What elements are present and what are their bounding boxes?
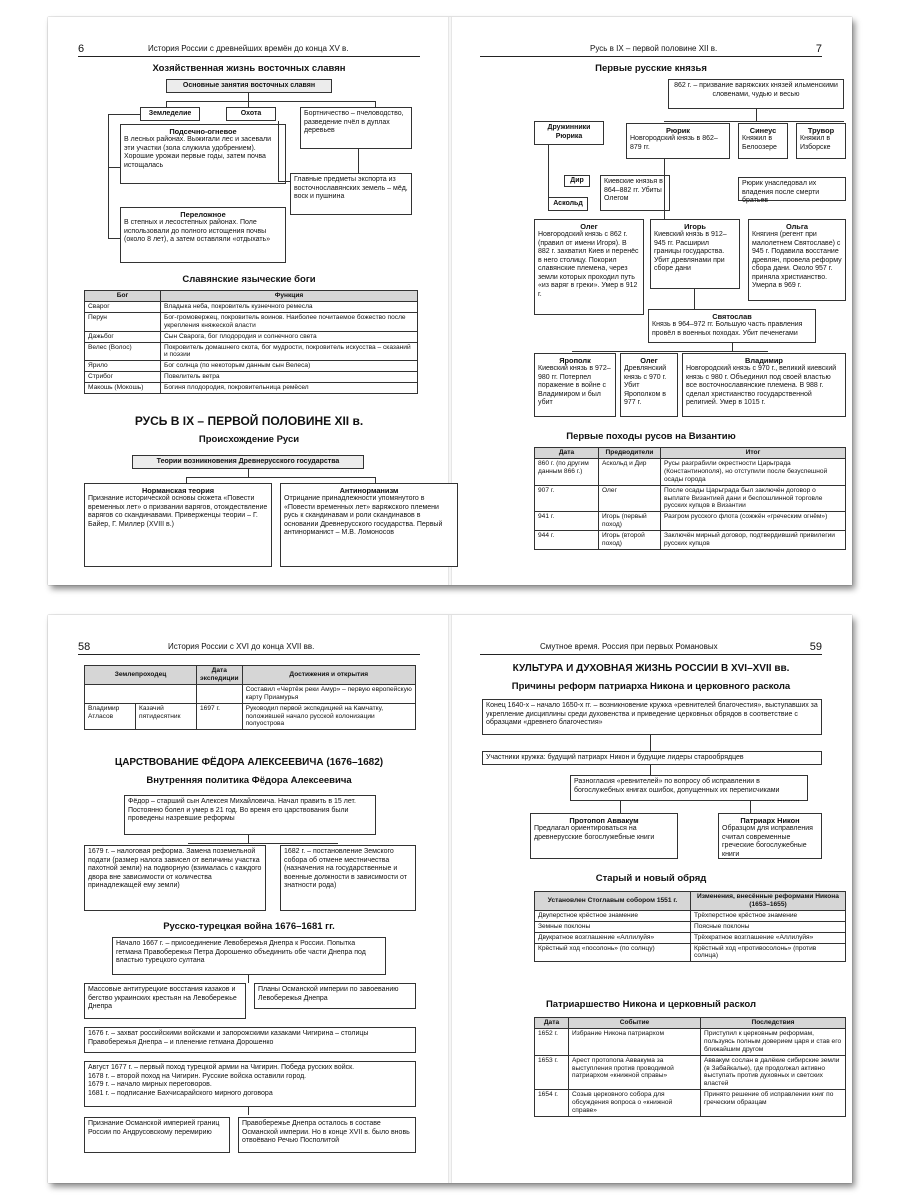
disagreement-box: Разногласия «ревнителей» по вопросу об исправлении в богослужебных книгах ошибок, допущенных их переписчиками: [570, 775, 808, 801]
book-spread-2: [48, 615, 852, 1183]
cell: Двукратное возглашение «Аллилуйя»: [535, 932, 691, 943]
oleg-drevlyan-title: Олег: [640, 356, 658, 365]
ottoman-plans-box: Планы Османской империи по завоеванию Левобережья Днепра: [254, 983, 416, 1009]
table-row: [85, 684, 416, 703]
fedor-box: Фёдор – старший сын Алексея Михайловича. Начал править в 15 лет. Постоянно болел и умер в 21 год. Во время его царствования были проведены назревшие реформы: [124, 795, 376, 835]
god-name: Дажьбог: [85, 331, 161, 342]
byz-header-leaders: Предводители: [599, 448, 661, 459]
god-name: Ярило: [85, 361, 161, 372]
table-row: [535, 512, 846, 531]
norman-theory-box: [84, 483, 272, 567]
table-row: [85, 383, 418, 394]
yaropolk-text: Киевский князь в 972–980 гг. Потерпел поражение в войне с Владимиром и был убит: [538, 365, 611, 407]
beekeeping-box: Бортничество – пчеловодство, разведение пчёл в дуплах деревьев: [300, 107, 412, 149]
sineus-text: Княжил в Белоозере: [742, 135, 777, 151]
table-row: [85, 703, 416, 730]
table-row: [535, 932, 846, 943]
rite-header-new: Изменения, внесённые реформами Никона (1653–1655): [691, 892, 846, 911]
cell: Составил «Чертёж реки Амур» – первую европейскую карту Приамурья: [242, 684, 415, 703]
rite-table: [534, 891, 846, 962]
god-function: Сын Сварога, бог плодородия и солнечного света: [161, 331, 418, 342]
campaigns-box: Август 1677 г. – первый поход турецкой армии на Чигирин. Победа русских войск. 1678 г. – второй поход на Чигирин. Русские войска оставили город. 1679 г. – начало мирных переговоров. 1681 г. – подписание Бахчисарайского мирного договора: [84, 1061, 416, 1107]
vladimir-box: [682, 353, 846, 417]
cell: Созыв церковного собора для обсуждения вопроса о «книжной справе»: [569, 1090, 701, 1117]
rurik-text: Новгородский князь в 862–879 гг.: [630, 135, 718, 151]
oleg-text: Новгородский князь с 862 г. (правил от имени Игоря). В 882 г. захватил Киев и перенёс в него столицу. Покорил славянские племена, через земли которых проходил путь «из варяг в греки». Умер в 912 г.: [538, 231, 639, 298]
cell: Избрание Никона патриархом: [569, 1028, 701, 1055]
table-row: [535, 458, 846, 485]
page-header: [78, 639, 420, 655]
section-title: РУСЬ В IX – ПЕРВОЙ ПОЛОВИНЕ XII в.: [134, 414, 364, 428]
norman-title: Норманская теория: [141, 486, 215, 495]
uprisings-box: Массовые антитурецкие восстания казаков и бегство украинских крестьян на Левобережье Днепра: [84, 983, 246, 1019]
nikon-title: Патриарх Никон: [740, 816, 800, 825]
oleg-drevlyan-text: Древлянский князь с 970 г. Убит Ярополком в 977 г.: [624, 365, 667, 407]
hunting-box: Охота: [226, 107, 276, 121]
vladimir-text: Новгородский князь с 970 г., великий киевский князь с 980 г. Объединил под своей властью все восточнославянские племена. В 988 г. сделал христианство государственной религией. Умер в 1015 г.: [686, 365, 837, 407]
running-head: Русь в IX – первой половине XII в.: [590, 44, 718, 53]
god-function: Бог солнца (по некоторым данным сын Велеса): [161, 361, 418, 372]
retinue-box: Дружинники Рюрика: [534, 121, 604, 145]
god-function: Богиня плодородия, покровительница ремёсел: [161, 383, 418, 394]
god-function: Покровитель домашнего скота, бог мудрости, покровитель искусства – сказаний и поэзии: [161, 342, 418, 361]
princes-title: Первые русские князья: [595, 63, 707, 74]
yaropolk-title: Ярополк: [559, 356, 591, 365]
gods-header-function: Функция: [161, 291, 418, 302]
cell: Заключён мирный договор, подтвердивший привилегии русских купцов: [661, 531, 846, 550]
members-box: Участники кружка: будущий патриарх Никон и будущие лидеры старообрядцев: [482, 751, 822, 765]
reasons-title: Причины реформ патриарха Никона и церковного раскола: [511, 681, 791, 692]
expl-header-explorer: Землепроходец: [85, 666, 197, 685]
slash-burn-text: В лесных районах. Выжигали лес и засевали эти участки (зола служила удобрением). Хорошие урожаи первые годы, затем почва истощалась: [124, 136, 271, 169]
olga-text: Княгиня (регент при малолетнем Святославе) с 945 г. Подавила восстание древлян, провела реформу сбора дани. Около 957 г. приняла христианство. Умерла в 969 г.: [752, 231, 842, 290]
mestnichestvo-box: 1682 г. – постановление Земского собора об отмене местничества (назначения на государственные и военные должности в зависимости от знатности рода): [280, 845, 416, 911]
page-number: 7: [815, 43, 822, 55]
econ-title: Хозяйственная жизнь восточных славян: [152, 63, 346, 74]
cell: Игорь (первый поход): [599, 512, 661, 531]
book-spread-1: [48, 17, 852, 585]
god-name: Сварог: [85, 301, 161, 312]
svyatoslav-box: [648, 309, 816, 343]
running-head: История России с древнейших времён до конца XV в.: [148, 44, 349, 53]
cell: Трёхперстное крёстное знамение: [691, 910, 846, 921]
cell: Олег: [599, 485, 661, 512]
table-row: [535, 943, 846, 962]
chigirin-box: 1676 г. – захват российскими войсками и запорожскими казаками Чигирина – столицы Правобережья Днепра – и пленение гетмана Дорошенко: [84, 1027, 416, 1053]
reign-title: ЦАРСТВОВАНИЕ ФЁДОРА АЛЕКСЕЕВИЧА (1676–1682): [114, 757, 384, 768]
page-header: [480, 639, 822, 655]
igor-title: Игорь: [684, 222, 706, 231]
cell: Руководил первой экспедицией на Камчатку, положившей начало русской колонизации полуострова: [242, 703, 415, 730]
expl-header-date: Дата экспедиции: [197, 666, 243, 685]
cell: Земные поклоны: [535, 921, 691, 932]
olga-title: Ольга: [785, 222, 809, 231]
cell: 1697 г.: [197, 703, 243, 730]
god-name: Перун: [85, 312, 161, 331]
kiev-princes-box: Киевские князья в 864–882 гг. Убиты Олегом: [600, 175, 670, 211]
table-row: [535, 910, 846, 921]
byz-header-result: Итог: [661, 448, 846, 459]
cell: Аскольд и Дир: [599, 458, 661, 485]
slash-burn-title: Подсечно-огневое: [169, 127, 237, 136]
schism-title: Патриаршество Никона и церковный раскол: [545, 999, 757, 1010]
schism-table: [534, 1017, 846, 1117]
fallow-box: [120, 207, 286, 263]
explorers-table: [84, 665, 416, 730]
gods-title: Славянские языческие боги: [182, 274, 316, 285]
table-row: [535, 1090, 846, 1117]
call-of-varangians-box: 862 г. – призвание варяжских князей ильменскими словенами, чудью и весью: [668, 79, 844, 109]
table-row: [85, 361, 418, 372]
table-row: [535, 1055, 846, 1090]
cell: Крёстный ход «противосолонь» (против солнца): [691, 943, 846, 962]
expl-header-achievements: Достижения и открытия: [242, 666, 415, 685]
god-name: Макошь (Мокошь): [85, 383, 161, 394]
cell: [85, 684, 197, 703]
rite-title: Старый и новый обряд: [595, 873, 707, 884]
page-number: 6: [78, 43, 85, 55]
page-58: [48, 615, 450, 1183]
truvor-box: [796, 123, 846, 159]
page-number: 59: [809, 641, 822, 653]
theories-box: Теории возникновения Древнерусского государства: [132, 455, 364, 469]
antinorman-title: Антинорманизм: [339, 486, 399, 495]
war-title: Русско-турецкая война 1676–1681 гг.: [163, 921, 335, 932]
svyatoslav-title: Святослав: [712, 312, 752, 321]
table-row: [85, 312, 418, 331]
cell: Русы разграбили окрестности Царьграда (Константинополя), но отступили после безуспешной осады города: [661, 458, 846, 485]
antinorman-box: [280, 483, 458, 567]
god-name: Стрибог: [85, 372, 161, 383]
exports-box: Главные предметы экспорта из восточнославянских земель – мёд, воск и пушнина: [290, 173, 412, 215]
cell: Аввакум сослан в далёкие сибирские земли (в Забайкалье), где продолжал активно выступать против духовных и светских властей: [701, 1055, 846, 1090]
table-row: [535, 485, 846, 512]
zealots-box: Конец 1640-х – начало 1650-х гг. – возникновение кружка «ревнителей благочестия», выступавших за укрепление дисциплины среди духовенства и приведение церковных обрядов в соответствие с образцами «древнего благочестия»: [482, 699, 822, 735]
god-function: Владыка неба, покровитель кузнечного ремесла: [161, 301, 418, 312]
econ-main-box: Основные занятия восточных славян: [166, 79, 332, 93]
norman-text: Признание исторической основы сюжета «Повести временных лет» о призвании варягов, отождествление варягов со скандинавами. Приверженцы теории – Г. Байер, Г. Миллер (XVIII в.): [88, 495, 268, 528]
byz-header-date: Дата: [535, 448, 599, 459]
byzantium-title: Первые походы русов на Византию: [566, 431, 736, 442]
rurik-box: [626, 123, 730, 159]
table-row: [535, 531, 846, 550]
avvakum-box: [530, 813, 678, 859]
cell: Поясные поклоны: [691, 921, 846, 932]
god-function: Бог-громовержец, покровитель воинов. Наиболее почитаемое божество после укрепления княжеской власти: [161, 312, 418, 331]
table-row: [535, 921, 846, 932]
farming-box: Земледелие: [140, 107, 200, 121]
nikon-box: [718, 813, 822, 859]
policy-title: Внутренняя политика Фёдора Алексеевича: [146, 775, 352, 786]
dir-box: Дир: [564, 175, 590, 187]
schism-header-consequences: Последствия: [701, 1018, 846, 1029]
recognition-box: Признание Османской империей границ России по Андрусовскому перемирию: [84, 1117, 230, 1153]
truvor-text: Княжил в Изборске: [800, 135, 831, 151]
olga-box: [748, 219, 846, 301]
igor-box: [650, 219, 740, 289]
cell: Разгром русского флота (сожжён «греческим огнём»): [661, 512, 846, 531]
god-name: Велес (Волос): [85, 342, 161, 361]
schism-header-date: Дата: [535, 1018, 569, 1029]
page-7: [450, 17, 852, 585]
cell: 1654 г.: [535, 1090, 569, 1117]
running-head: История России с XVI до конца XVII вв.: [168, 642, 315, 651]
rurik-title: Рюрик: [666, 126, 690, 135]
cell: Принято решение об исправлении книг по греческим образцам: [701, 1090, 846, 1117]
page-header: [78, 41, 420, 57]
truvor-title: Трувор: [807, 126, 835, 135]
cell: 944 г.: [535, 531, 599, 550]
table-row: [85, 301, 418, 312]
war-start-box: Начало 1667 г. – присоединение Левобережья Днепра к России. Попытка гетмана Правобережья Петра Дорошенко объединить обе части Днепра под властью турецкого султана: [112, 937, 386, 975]
cell: 1653 г.: [535, 1055, 569, 1090]
oleg-title: Олег: [580, 222, 598, 231]
fallow-title: Переложное: [180, 210, 226, 219]
igor-text: Киевский князь в 912–945 гг. Расширил границы государства. Убит древлянами при сборе дани: [654, 231, 727, 273]
cell: Крёстный ход «посолонь» (по солнцу): [535, 943, 691, 962]
askold-box: Аскольд: [548, 197, 588, 211]
right-bank-box: Правобережье Днепра осталось в составе Османской империи. Но в конце XVII в. было вновь отвоёвано Речью Посполитой: [238, 1117, 416, 1153]
sineus-box: [738, 123, 788, 159]
oleg-drevlyan-box: [620, 353, 678, 417]
cell: После осады Царьграда был заключён договор о выплате Византией дани и беспошлинной торговле русских купцов в Византии: [661, 485, 846, 512]
svyatoslav-text: Князь в 964–972 гг. Большую часть правления провёл в военных походах. Убит печенегами: [652, 321, 803, 337]
cell: Приступил к церковным реформам, пользуясь полным доверием царя и став его ближайшим другом: [701, 1028, 846, 1055]
page-6: [48, 17, 450, 585]
avvakum-text: Предлагал ориентироваться на древнерусские богослужебные книги: [534, 825, 655, 841]
running-head: Смутное время. Россия при первых Романовых: [540, 642, 718, 651]
rurik-inherit-box: Рюрик унаследовал их владения после смерти братьев: [738, 177, 846, 201]
page-number: 58: [78, 641, 91, 653]
page-59: [450, 615, 852, 1183]
cell: Арест протопопа Аввакума за выступления против проводимой патриархом «книжной справы»: [569, 1055, 701, 1090]
nikon-text: Образцом для исправления считал современные греческие богослужебные книги: [722, 825, 813, 858]
avvakum-title: Протопоп Аввакум: [569, 816, 639, 825]
byzantium-table: [534, 447, 846, 550]
cell: 1652 г.: [535, 1028, 569, 1055]
cell: 907 г.: [535, 485, 599, 512]
cell: Казачий пятидесятник: [136, 703, 197, 730]
yaropolk-box: [534, 353, 616, 417]
table-row: [85, 372, 418, 383]
sineus-title: Синеус: [749, 126, 777, 135]
slash-burn-box: [120, 124, 286, 184]
cell: Трёхкратное возглашение «Аллилуйя»: [691, 932, 846, 943]
cell: Игорь (второй поход): [599, 531, 661, 550]
page-header: [480, 41, 822, 57]
fallow-text: В степных и лесостепных районах. Поле использовали до полного истощения почвы (около 8 лет), а затем оставляли «отдыхать»: [124, 219, 271, 244]
antinorman-text: Отрицание принадлежности упомянутого в «Повести временных лет» варяжского племени русь к скандинавам и роли скандинавов в основании Древнерусского государства. Первый антинорманист – М.В. Ломоносов: [284, 495, 443, 537]
oleg-box: [534, 219, 644, 315]
cell: 941 г.: [535, 512, 599, 531]
cell: Двуперстное крёстное знамение: [535, 910, 691, 921]
culture-title: КУЛЬТУРА И ДУХОВНАЯ ЖИЗНЬ РОССИИ В XVI–XVII вв.: [512, 663, 790, 674]
gods-header-god: Бог: [85, 291, 161, 302]
schism-header-event: Событие: [569, 1018, 701, 1029]
god-function: Повелитель ветра: [161, 372, 418, 383]
cell: Владимир Атласов: [85, 703, 136, 730]
cell: 860 г. (по другим данным 866 г.): [535, 458, 599, 485]
tax-reform-box: 1679 г. – налоговая реформа. Замена поземельной подати (размер налога зависел от величины участка пахотной земли) на подворную (взималась с каждого двора вне зависимости от количества принадлежащей ему земли): [84, 845, 266, 911]
vladimir-title: Владимир: [745, 356, 783, 365]
rite-header-old: Установлен Стоглавым собором 1551 г.: [535, 892, 691, 911]
cell: [197, 684, 243, 703]
origin-title: Происхождение Руси: [198, 434, 300, 445]
table-row: [535, 1028, 846, 1055]
table-row: [85, 342, 418, 361]
gods-table: [84, 290, 418, 394]
table-row: [85, 331, 418, 342]
